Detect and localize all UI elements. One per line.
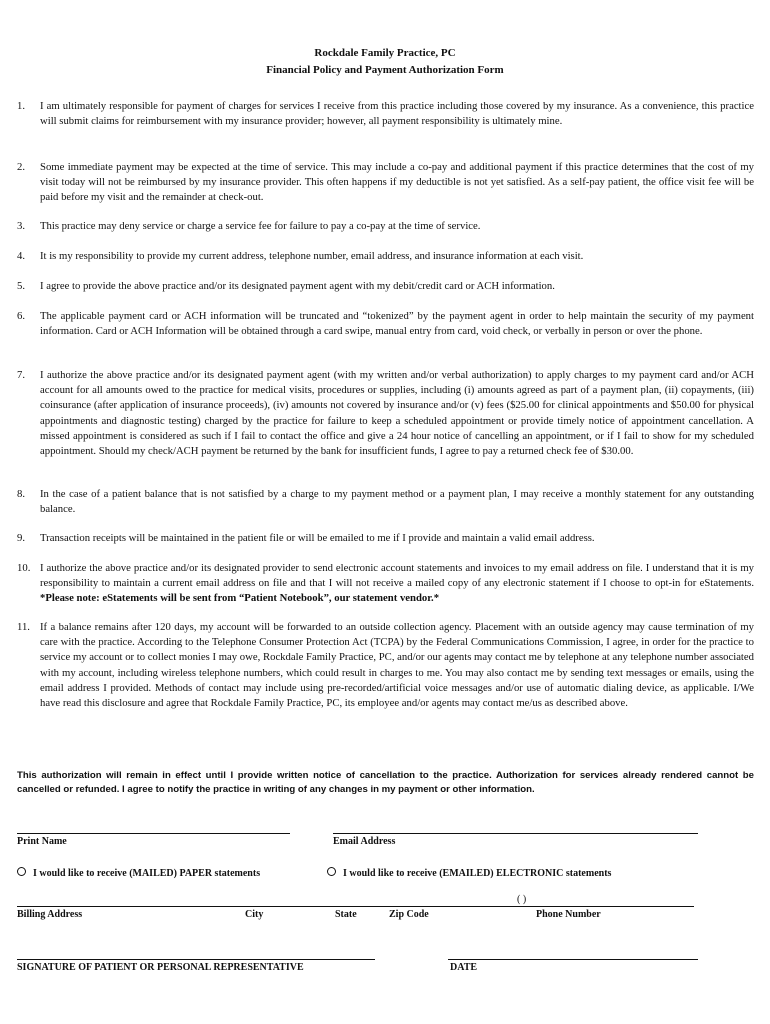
policy-number: 6.	[17, 310, 26, 322]
policy-number: 11.	[17, 621, 30, 633]
signature-line[interactable]	[17, 959, 375, 960]
policy-text: I authorize the above practice and/or its designated payment agent (with my written and/or verbal authorization) to apply charges to my payment card and/or ACH account for all amounts owed to the practice for medical visits, procedures or supplies, including (i) amounts agreed as part of a payment plan, (ii) copayments, (iii) coinsurance (after application of insurance proceeds), (iv) amounts not covered by insurance and/or (v) fees ($25.00 for clinical appointments and $50.00 for physical appointments and diagnostic testing) charged by the practice for failure to keep a scheduled appointment or provide timely notice of appointment cancellation. A missed appointment is considered as such if I fail to contact the office and give a 24 hour notice of cancelling an appointment, or if I fail to show for my scheduled appointment. Should my check/ACH payment be returned by the bank for insufficient funds, I agree to pay a returned check fee of $30.00.	[40, 369, 754, 458]
policy-text: It is my responsibility to provide my current address, telephone number, email address, and insurance information at each visit.	[40, 250, 584, 262]
paper-option-label: I would like to receive (MAILED) PAPER statements	[33, 868, 261, 879]
print-name-line[interactable]	[17, 833, 290, 834]
policy-item-7	[17, 368, 754, 459]
policy-text: In the case of a patient balance that is not satisfied by a charge to my payment method or a payment plan, I may receive a monthly statement for any outstanding balance.	[40, 488, 754, 516]
zip-code-label: Zip Code	[389, 909, 429, 920]
policy-item-8	[17, 487, 754, 517]
policy-number: 2.	[17, 161, 26, 173]
policy-number: 10.	[17, 562, 31, 574]
policy-number: 4.	[17, 250, 26, 262]
policy-item-6	[17, 309, 754, 339]
policy-number: 7.	[17, 369, 26, 381]
email-address-label: Email Address	[333, 836, 396, 847]
policy-number: 3.	[17, 220, 26, 232]
print-name-label: Print Name	[17, 836, 67, 847]
date-label: DATE	[450, 962, 478, 973]
paper-statement-option[interactable]	[17, 867, 260, 879]
authorization-notice: This authorization will remain in effect until I provide written notice of cancellation to the practice. Authorization for services already rendered cannot be cancelled or refunded. I agree to notify the practice in writing of any changes in my payment or other information.	[17, 770, 754, 795]
paper-radio-icon[interactable]	[17, 867, 26, 876]
policy-number: 9.	[17, 532, 26, 544]
signature-label: SIGNATURE OF PATIENT OR PERSONAL REPRESENTATIVE	[17, 962, 304, 973]
policy-text: The applicable payment card or ACH information will be truncated and “tokenized” by the payment agent in order to help maintain the security of my payment information. Card or ACH Information will be obtained through a card swipe, manual entry from card, void check, or verbally in person or over the phone.	[40, 310, 754, 338]
policy-body: I authorize the above practice and/or its designated provider to send electronic account statements and invoices to my email address on file. I understand that it is my responsibility to maintain a current email address on file and that I will not receive a mailed copy of any electronic statement if I choose to opt-in for eStatements.	[40, 562, 754, 590]
state-label: State	[335, 909, 357, 920]
policy-text: Some immediate payment may be expected at the time of service. This may include a co-pay and additional payment if this practice determines that the cost of my visit today will not be reimbursed by my insurance provider. This often happens if my deductible is not yet satisfied. As a self-pay patient, the office visit fee will be paid before my visit and the remainder at check-out.	[40, 161, 754, 204]
phone-number-label: Phone Number	[536, 909, 601, 920]
billing-address-line[interactable]	[17, 906, 694, 907]
policy-number: 8.	[17, 488, 26, 500]
billing-address-label: Billing Address	[17, 909, 83, 920]
practice-name: Rockdale Family Practice, PC	[314, 47, 456, 59]
policy-text	[40, 561, 754, 607]
policy-item-5	[17, 279, 754, 294]
policy-item-3	[17, 219, 754, 234]
date-line[interactable]	[448, 959, 698, 960]
city-label: City	[245, 909, 264, 920]
policy-item-4	[17, 249, 754, 264]
policy-text: I agree to provide the above practice and/or its designated payment agent with my debit/credit card or ACH information.	[40, 280, 555, 292]
electronic-option-label: I would like to receive (EMAILED) ELECTRONIC statements	[343, 868, 612, 879]
policy-item-9	[17, 531, 754, 546]
policy-text: Transaction receipts will be maintained in the patient file or will be emailed to me if I provide and maintain a valid email address.	[40, 532, 595, 544]
email-address-line[interactable]	[333, 833, 698, 834]
policy-item-11	[17, 620, 754, 711]
electronic-radio-icon[interactable]	[327, 867, 336, 876]
policy-number: 5.	[17, 280, 26, 292]
policy-item-2	[17, 160, 754, 206]
phone-area-code-parens: ( )	[517, 894, 527, 905]
policy-text: If a balance remains after 120 days, my account will be forwarded to an outside collection agency. Placement with an outside agency may cause termination of my care with the practice. According to the Telephone Consumer Protection Act (TCPA) by the Federal Communications Commission, I agree, in order for the practice to service my account or to collect monies I may owe, Rockdale Family Practice, PC, and/or our agents may contact me by telephone at any telephone number associated with my account, including wireless telephone numbers, which could result in charges to me. You may also contact me by sending text messages or emails, using the email address I provided. Methods of contact may include using pre-recorded/artificial voice messages and/or use of automatic dialing device, as applicable. I/We have read this disclosure and agree that Rockdale Family Practice, PC, its employee and/or agents may contact me/us as described above.	[40, 621, 754, 710]
electronic-statement-option[interactable]	[327, 867, 611, 879]
estatement-note: *Please note: eStatements will be sent from “Patient Notebook”, our statement vendor.*	[40, 592, 440, 605]
policy-text: I am ultimately responsible for payment of charges for services I receive from this practice including those covered by my insurance. As a convenience, this practice will submit claims for reimbursement with my insurance provider; however, all payment responsibility is ultimately mine.	[40, 100, 754, 128]
policy-item-10	[17, 561, 754, 607]
policy-text: This practice may deny service or charge a service fee for failure to pay a co-pay at the time of service.	[40, 220, 481, 232]
form-title: Financial Policy and Payment Authorization Form	[266, 64, 504, 76]
policy-item-1	[17, 99, 754, 129]
policy-number: 1.	[17, 100, 26, 112]
